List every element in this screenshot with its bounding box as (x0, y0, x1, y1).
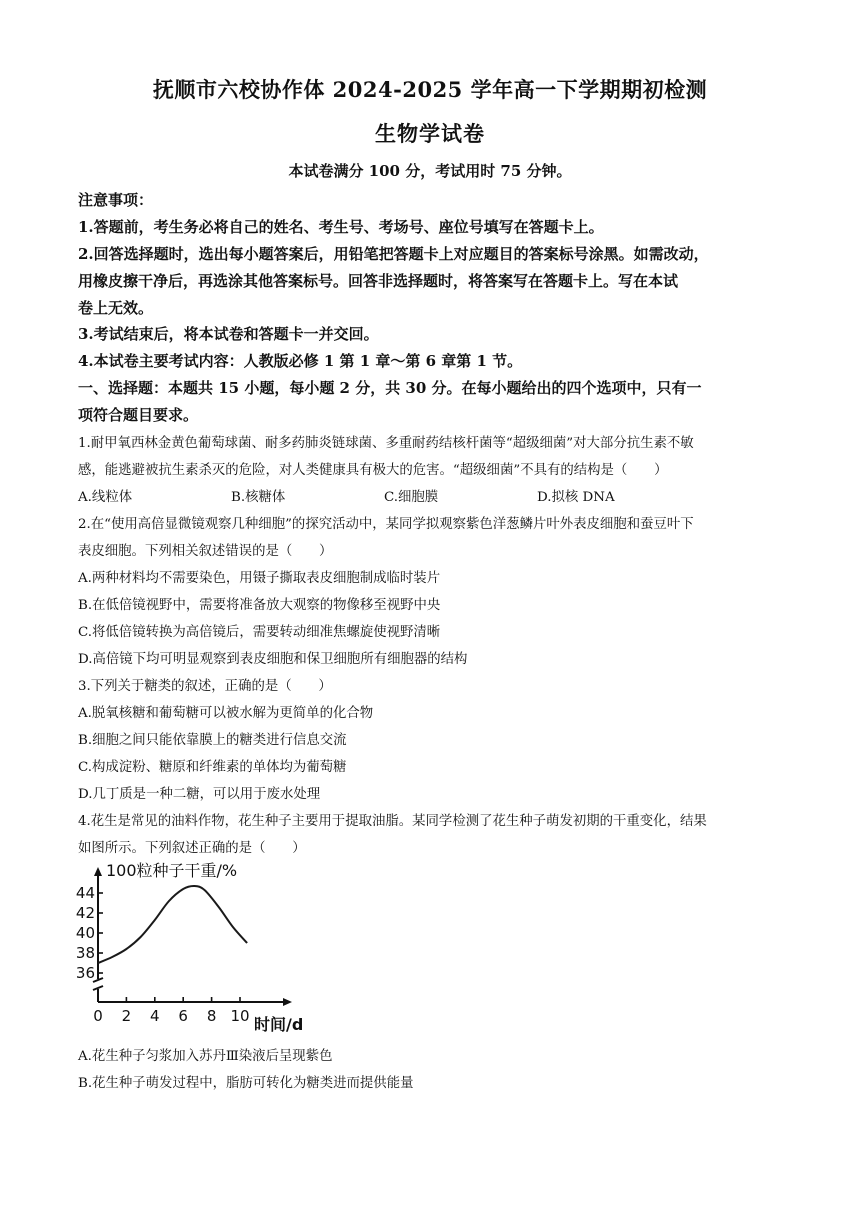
option-d: D.拟核 DNA (537, 490, 615, 505)
x-tick-label: 6 (178, 1007, 188, 1025)
option-a: A.线粒体 (78, 490, 133, 505)
option-d: D.几丁质是一种二糖，可以用于废水处理 (78, 787, 321, 802)
option-b: B.核糖体 (231, 490, 286, 505)
option-d: D.高倍镜下均可明显观察到表皮细胞和保卫细胞所有细胞器的结构 (78, 652, 468, 667)
question-1-options (78, 486, 788, 505)
x-axis-label: 时间/d (254, 1015, 304, 1034)
section-heading-cont: 项符合题目要求。 (78, 406, 199, 424)
y-tick-label: 44 (75, 884, 95, 902)
x-tick-label: 4 (150, 1007, 160, 1025)
x-tick-label: 2 (121, 1007, 132, 1025)
dry-weight-curve (98, 886, 247, 963)
x-tick-label: 8 (206, 1007, 217, 1025)
question-4-stem-cont: 如图所示。下列叙述正确的是（ ） (78, 841, 306, 856)
option-b: B.花生种子萌发过程中，脂肪可转化为糖类进而提供能量 (78, 1076, 414, 1091)
option-a: A.脱氧核糖和葡萄糖可以被水解为更简单的化合物 (78, 706, 374, 721)
exam-title: 抚顺市六校协作体 2024-2025 学年高一下学期期初检测 (152, 77, 708, 102)
section-heading: 一、选择题：本题共 15 小题，每小题 2 分，共 30 分。在每小题给出的四个选项中，只有一 (78, 379, 702, 397)
question-1-stem-cont: 感，能逃避被抗生素杀灭的危险，对人类健康具有极大的危害。“超级细菌”不具有的结构是（ ） (78, 463, 668, 478)
notice-line: 1.答题前，考生务必将自己的姓名、考生号、考场号、座位号填写在答题卡上。 (78, 218, 604, 236)
question-1-stem: 1.耐甲氧西林金黄色葡萄球菌、耐多药肺炎链球菌、多重耐药结核杆菌等“超级细菌”对大部分抗生素不敏 (78, 436, 694, 451)
option-a: A.两种材料均不需要染色，用镊子撕取表皮细胞制成临时装片 (78, 571, 441, 586)
x-tick-label: 10 (230, 1007, 250, 1025)
y-tick-label: 42 (75, 904, 95, 922)
option-c: C.构成淀粉、糖原和纤维素的单体均为葡萄糖 (78, 760, 347, 775)
option-c: C.细胞膜 (384, 490, 439, 505)
notice-line: 卷上无效。 (78, 299, 154, 317)
subject-title: 生物学试卷 (375, 121, 485, 146)
notice-line: 3.考试结束后，将本试卷和答题卡一并交回。 (78, 325, 379, 343)
x-tick-label: 0 (93, 1007, 103, 1025)
notice-line: 2.回答选择题时，选出每小题答案后，用铅笔把答题卡上对应题目的答案标号涂黑。如需改动， (78, 245, 709, 263)
y-axis-label: 100粒种子干重/% (106, 861, 238, 880)
notice-heading: 注意事项： (78, 191, 154, 209)
question-4-stem: 4.花生是常见的油料作物，花生种子主要用于提取油脂。某同学检测了花生种子萌发初期的干重变化，结果 (78, 814, 707, 829)
score-time-note: 本试卷满分 100 分，考试用时 75 分钟。 (288, 162, 572, 180)
y-axis-arrow (94, 867, 102, 876)
y-tick-label: 36 (75, 964, 95, 982)
option-b: B.在低倍镜视野中，需要将准备放大观察的物像移至视野中央 (78, 598, 441, 613)
option-c: C.将低倍镜转换为高倍镜后，需要转动细准焦螺旋使视野清晰 (78, 625, 441, 640)
option-b: B.细胞之间只能依靠膜上的糖类进行信息交流 (78, 733, 347, 748)
y-tick-label: 40 (75, 924, 95, 942)
notice-line: 4.本试卷主要考试内容：人教版必修 1 第 1 章～第 6 章第 1 节。 (78, 352, 523, 370)
option-a: A.花生种子匀浆加入苏丹Ⅲ染液后呈现紫色 (78, 1049, 333, 1064)
question-2-stem-cont: 表皮细胞。下列相关叙述错误的是（ ） (78, 544, 333, 559)
x-axis-arrow (283, 998, 292, 1006)
y-tick-label: 38 (75, 944, 95, 962)
question-2-stem: 2.在“使用高倍显微镜观察几种细胞”的探究活动中，某同学拟观察紫色洋葱鳞片叶外表皮细胞和蚕豆叶下 (78, 517, 694, 532)
dry-weight-chart (74, 855, 334, 1035)
question-3-stem: 3.下列关于糖类的叙述，正确的是（ ） (78, 679, 332, 694)
notice-line: 用橡皮擦干净后，再选涂其他答案标号。回答非选择题时，将答案写在答题卡上。写在本试 (78, 272, 679, 290)
